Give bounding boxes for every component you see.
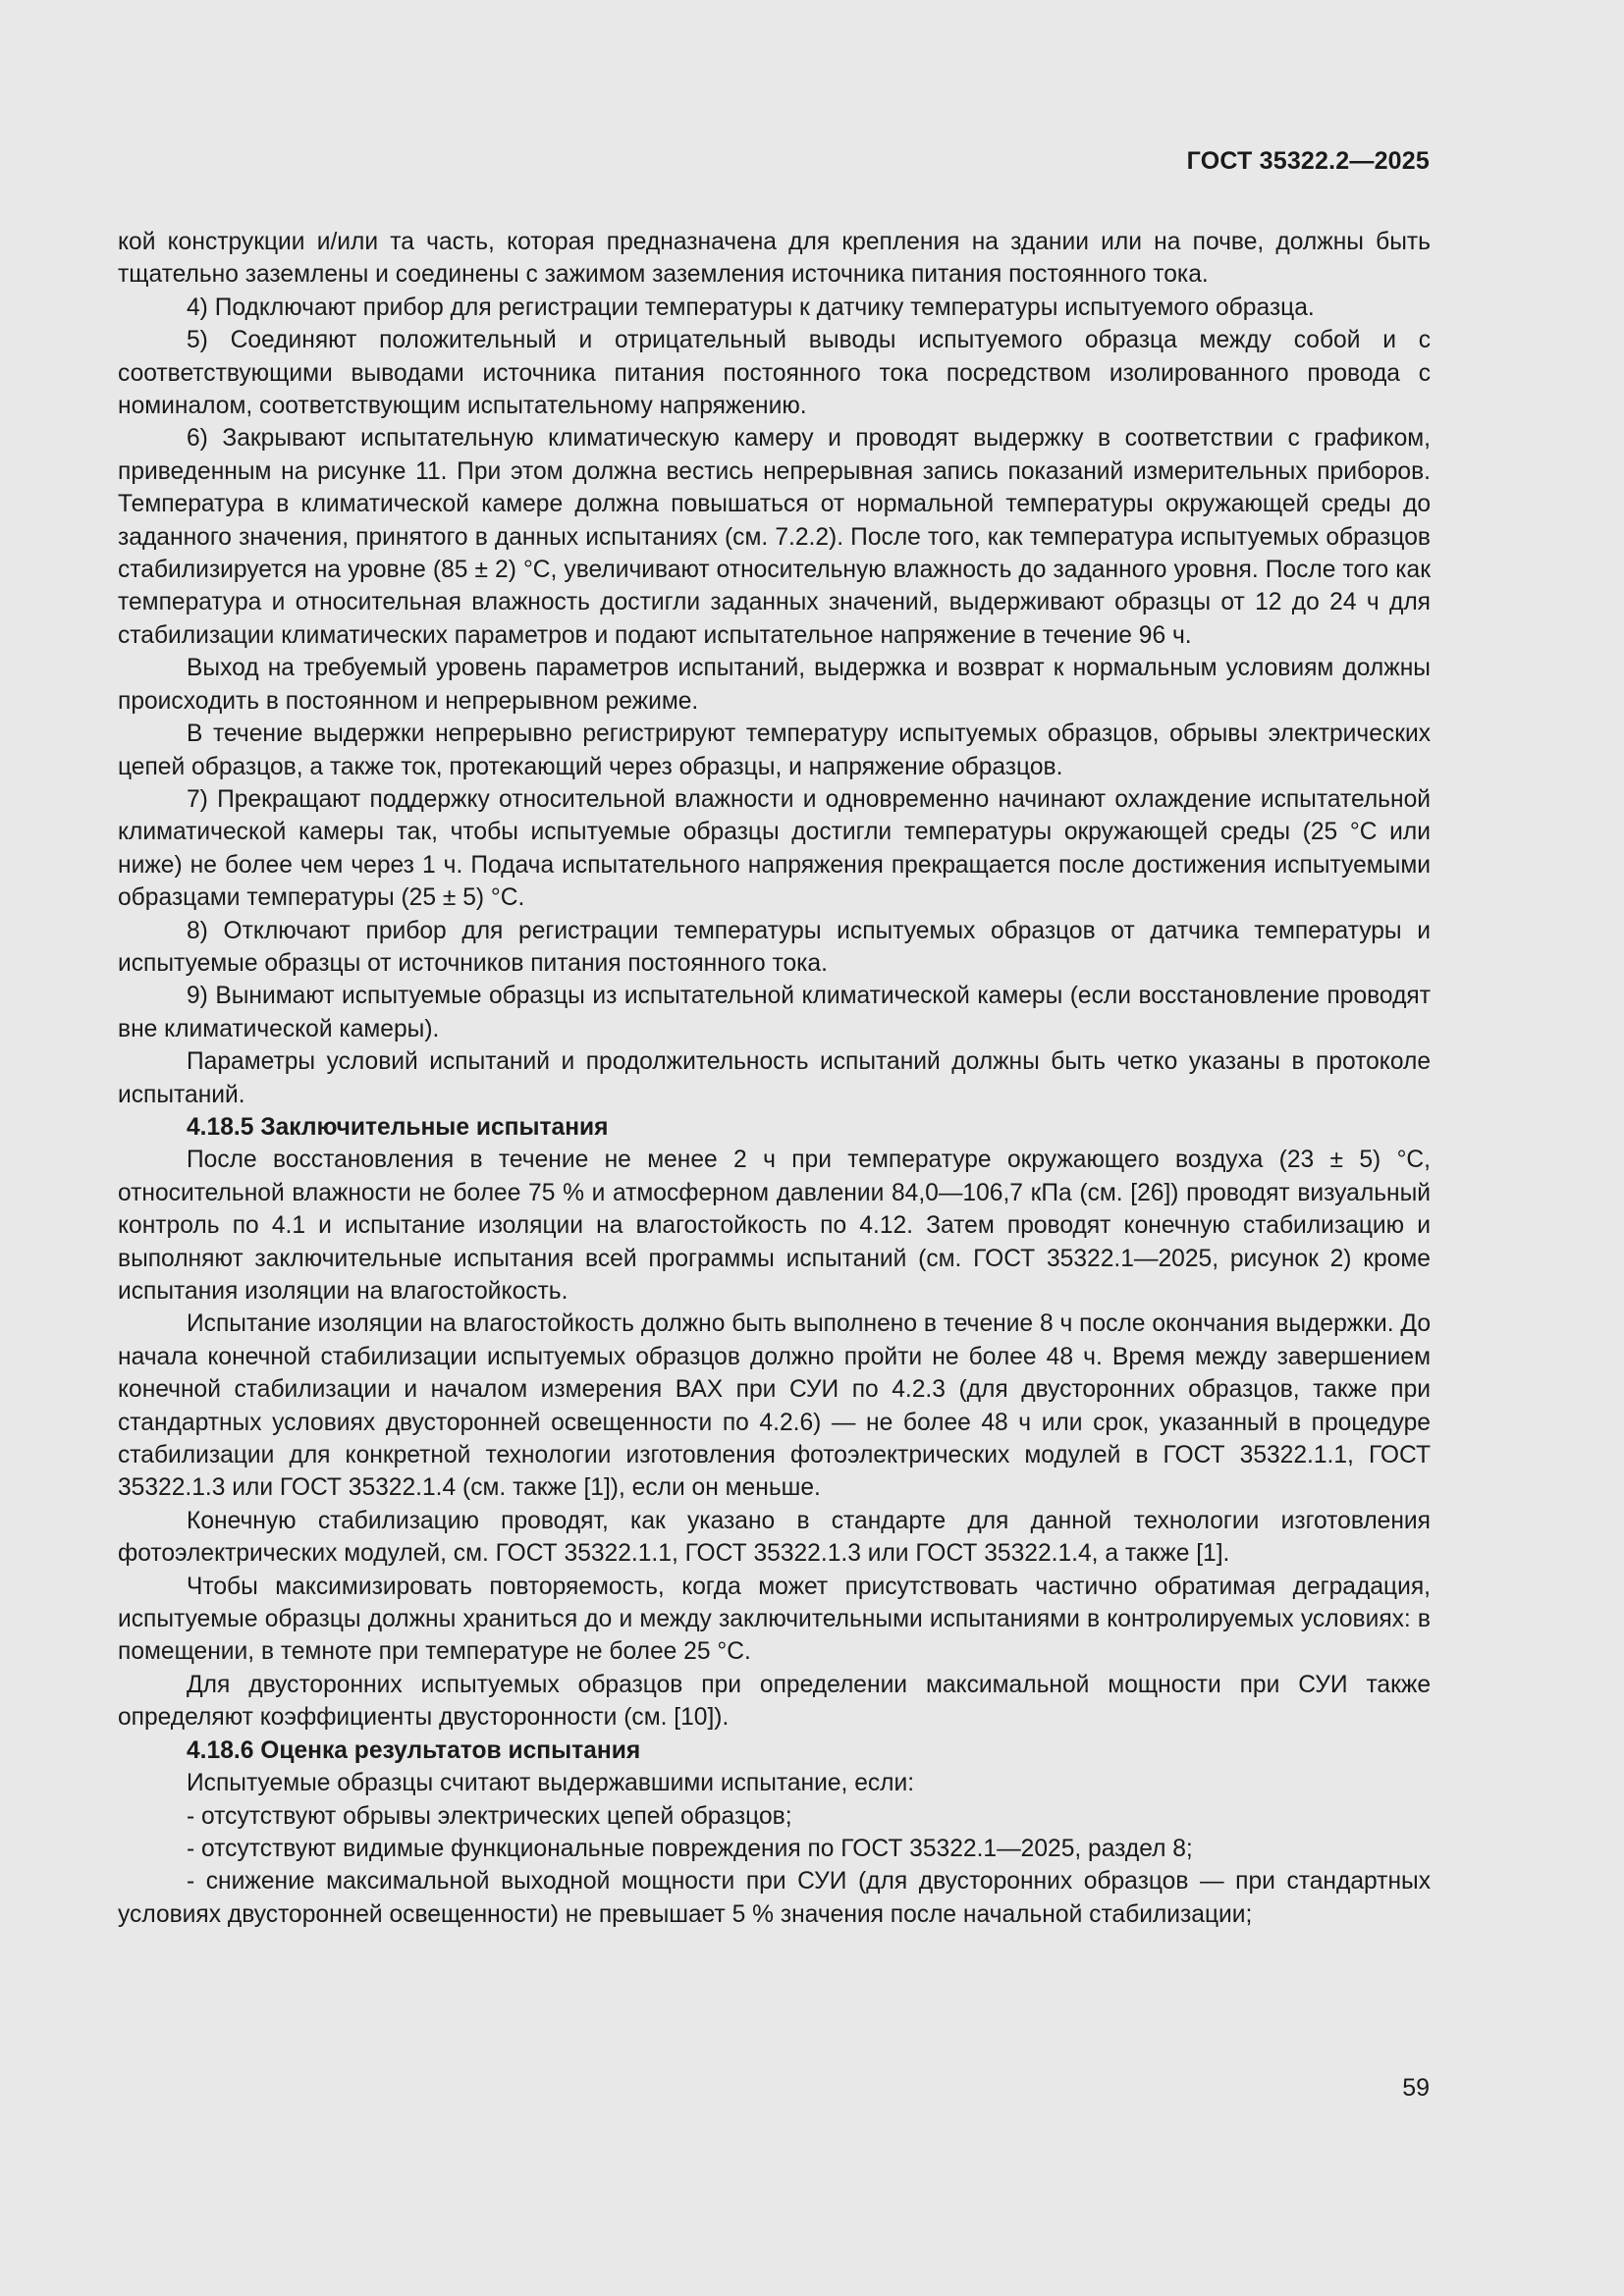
section-heading: 4.18.6 Оценка результатов испытания xyxy=(187,1736,641,1764)
list-item: - снижение максимальной выходной мощности при СУИ (для двусторонних образцов — при стандартных условиях двусторонней освещенности) не превышает 5 % значения после начальной стабилизации; xyxy=(118,1868,1431,1928)
body-paragraph: 8) Отключают прибор для регистрации температуры испытуемых образцов от датчика температуры и испытуемые образцы от источников питания постоянного тока. xyxy=(118,917,1431,977)
body-paragraph: кой конструкции и/или та часть, которая предназначена для крепления на здании или на почве, должны быть тщательно заземлены и соединены с зажимом заземления источника питания постоянного тока. xyxy=(118,229,1431,289)
page-number: 59 xyxy=(1402,2074,1430,2102)
document-body xyxy=(118,226,1431,1931)
body-paragraph: 5) Соединяют положительный и отрицательный выводы испытуемого образца между собой и с соответствующими выводами источника питания постоянного тока посредством изолированного провода с номиналом, соответствующим испытательному напряжению. xyxy=(118,327,1431,420)
body-paragraph: 4) Подключают прибор для регистрации температуры к датчику температуры испытуемого образца. xyxy=(187,294,1315,321)
body-paragraph: 6) Закрывают испытательную климатическую камеру и проводят выдержку в соответствии с графиком, приведенным на рисунке 11. При этом должна вестись непрерывная запись показаний измерительных приборов. Температура в климатической камере должна повышаться от нормальной температуры окружающей среды до заданного значения, принятого в данных испытаниях (см. 7.2.2). После того, как температура испытуемых образцов стабилизируется на уровне (85 ± 2) °С, увеличивают относительную влажность до заданного уровня. После того как температура и относительная влажность достигли заданных значений, выдерживают образцы от 12 до 24 ч для стабилизации климатических параметров и подают испытательное напряжение в течение 96 ч. xyxy=(118,425,1431,649)
body-paragraph: В течение выдержки непрерывно регистрируют температуру испытуемых образцов, обрывы электрических цепей образцов, а также ток, протекающий через образцы, и напряжение образцов. xyxy=(118,721,1431,780)
section-heading: 4.18.5 Заключительные испытания xyxy=(187,1113,609,1141)
body-paragraph: 9) Вынимают испытуемые образцы из испытательной климатической камеры (если восстановление проводят вне климатической камеры). xyxy=(118,983,1431,1042)
body-paragraph: Выход на требуемый уровень параметров испытаний, выдержка и возврат к нормальным условиям должны происходить в постоянном и непрерывном режиме. xyxy=(118,655,1431,715)
list-item: - отсутствуют обрывы электрических цепей образцов; xyxy=(187,1802,792,1830)
body-paragraph: Для двусторонних испытуемых образцов при определении максимальной мощности при СУИ также определяют коэффициенты двусторонности (см. [10]). xyxy=(118,1671,1431,1732)
document-header: ГОСТ 35322.2—2025 xyxy=(1186,147,1430,175)
body-paragraph: 7) Прекращают поддержку относительной влажности и одновременно начинают охлаждение испытательной климатической камеры так, чтобы испытуемые образцы достигли температуры окружающей среды (25 °С или ниже) не более чем через 1 ч. Подача испытательного напряжения прекращается после достижения испытуемыми образцами температуры (25 ± 5) °С. xyxy=(118,785,1431,912)
body-paragraph: Испытуемые образцы считают выдержавшими испытание, если: xyxy=(187,1770,915,1797)
body-paragraph: Испытание изоляции на влагостойкость должно быть выполнено в течение 8 ч после окончания выдержки. До начала конечной стабилизации испытуемых образцов должно пройти не более 48 ч. Время между завершением конечной стабилизации и началом измерения ВАХ при СУИ по 4.2.3 (для двусторонних образцов, также при стандартных условиях двусторонней освещенности по 4.2.6) — не более 48 ч или срок, указанный в процедуре стабилизации для конкретной технологии изготовления фотоэлектрических модулей в ГОСТ 35322.1.1, ГОСТ 35322.1.3 или ГОСТ 35322.1.4 (см. также [1]), если он меньше. xyxy=(118,1310,1431,1502)
body-paragraph: После восстановления в течение не менее 2 ч при температуре окружающего воздуха (23 ± 5) °С, относительной влажности не более 75 % и атмосферном давлении 84,0—106,7 кПа (см. [26]) проводят визуальный контроль по 4.1 и испытание изоляции на влагостойкость по 4.12. Затем проводят конечную стабилизацию и выполняют заключительные испытания всей программы испытаний (см. ГОСТ 35322.1—2025, рисунок 2) кроме испытания изоляции на влагостойкость. xyxy=(118,1147,1431,1305)
body-paragraph: Чтобы максимизировать повторяемость, когда может присутствовать частично обратимая деградация, испытуемые образцы должны храниться до и между заключительными испытаниями в контролируемых условиях: в помещении, в темноте при температуре не более 25 °С. xyxy=(118,1573,1431,1666)
body-paragraph: Конечную стабилизацию проводят, как указано в стандарте для данной технологии изготовления фотоэлектрических модулей, см. ГОСТ 35322.1.1, ГОСТ 35322.1.3 или ГОСТ 35322.1.4, а также [1]. xyxy=(118,1507,1431,1568)
list-item: - отсутствуют видимые функциональные повреждения по ГОСТ 35322.1—2025, раздел 8; xyxy=(187,1835,1193,1862)
body-paragraph: Параметры условий испытаний и продолжительность испытаний должны быть четко указаны в протоколе испытаний. xyxy=(118,1048,1431,1108)
